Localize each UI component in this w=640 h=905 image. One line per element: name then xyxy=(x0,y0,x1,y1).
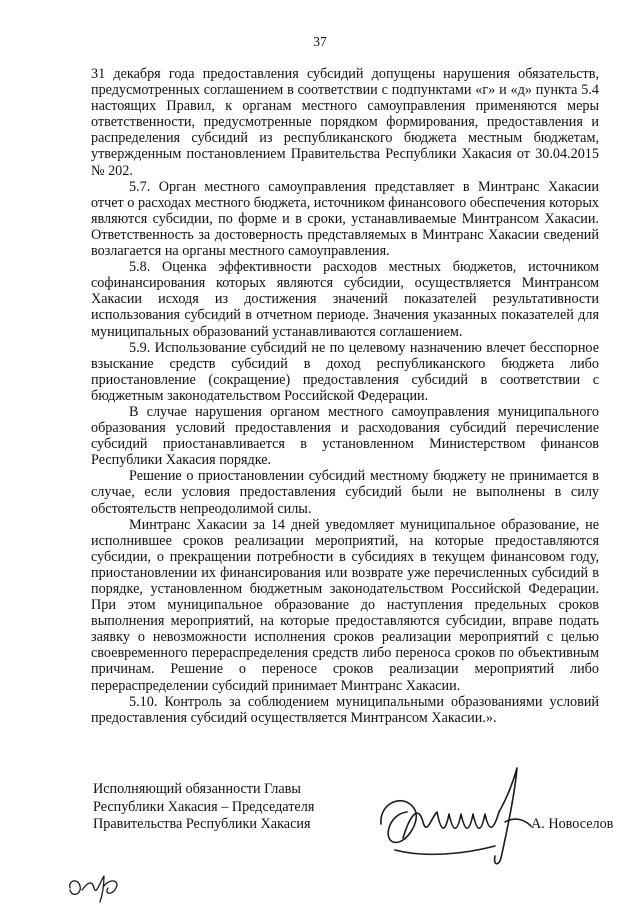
paragraph-5-8: 5.8. Оценка эффективности расходов местных бюджетов, источником софинансирования которых являются субсидии, осуществляется Минтрансом Хакасии исходя из достижения значений показателей результативности использования субсидий в отчетном периоде. Значения указанных показателей для муниципальных образований устанавливаются соглашением. xyxy=(91,259,599,340)
paragraph-5-7: 5.7. Орган местного самоуправления представляет в Минтранс Хакасии отчет о расходах местного бюджета, источником финансового обеспечения которых являются субсидии, по форме и в сроки, устанавливаемые Минтрансом Хакасии. Ответственность за достоверность представляемых в Минтранс Хакасии сведений возлагается на органы местного самоуправления. xyxy=(91,178,599,260)
signatory-title-line-2: Республики Хакасия – Председателя xyxy=(93,798,315,815)
paragraph-force-majeure: Решение о приостановлении субсидий местному бюджету не принимается в случае, если условия предоставления субсидий были не выполнены в силу обстоятельств непреодолимой силы. xyxy=(91,468,599,517)
signer-name: А. Новоселов xyxy=(531,816,614,832)
paragraph-5-9: 5.9. Использование субсидий не по целевому назначению влечет бесспорное взыскание средств субсидий в доход республиканского бюджета либо приостановление (сокращение) предоставления субсидий в соответствии с бюджетным законодательством Российской Федерации. xyxy=(91,339,599,404)
paragraph-5-10: 5.10. Контроль за соблюдением муниципальными образованиями условий предоставления субсидий осуществляется Минтрансом Хакасии.». xyxy=(91,693,599,726)
signatory-title xyxy=(93,781,353,834)
paragraph-violation-case: В случае нарушения органом местного самоуправления муниципального образования условий предоставления и расходования субсидий перечисление субсидий приостанавливается в установленном Министерством финансов Республики Хакасия порядке. xyxy=(91,403,599,469)
paragraph-continuation: 31 декабря года предоставления субсидий допущены нарушения обязательств, предусмотренных соглашением в соответствии с подпунктами «г» и «д» пункта 5.4 настоящих Правил, к органам местного самоуправления применяются меры ответственности, предусмотренные порядком формирования, предоставления и распределения субсидий из республиканского бюджета местным бюджетам, утвержденным постановлением Правительства Республики Хакасия от 30.04.2015 № 202. xyxy=(91,66,599,179)
paragraph-notification: Минтранс Хакасии за 14 дней уведомляет муниципальное образование, не исполнившее сроков реализации мероприятий, на которые предоставляются субсидии, о прекращении потребности в субсидиях в текущем финансовом году, приостановлении их финансирования или возврате уже перечисленных субсидий в порядке, установленном бюджетным законодательством Российской Федерации. При этом муниципальное образование до наступления предельных сроков выполнения мероприятий, на которые предоставляются субсидии, вправе подать заявку о невозможности исполнения сроков реализации мероприятий с целью своевременного перераспределения средств либо переноса сроков по объективным причинам. Решение о переносе сроков реализации мероприятий либо перераспределении субсидий принимает Минтранс Хакасии. xyxy=(91,516,599,694)
document-body xyxy=(91,66,599,726)
signatory-title-line-3: Правительства Республики Хакасия xyxy=(93,816,311,832)
handwritten-initials xyxy=(64,868,124,904)
page-number: 37 xyxy=(313,34,327,49)
signatory-title-line-1: Исполняющий обязанности Главы xyxy=(93,781,301,797)
